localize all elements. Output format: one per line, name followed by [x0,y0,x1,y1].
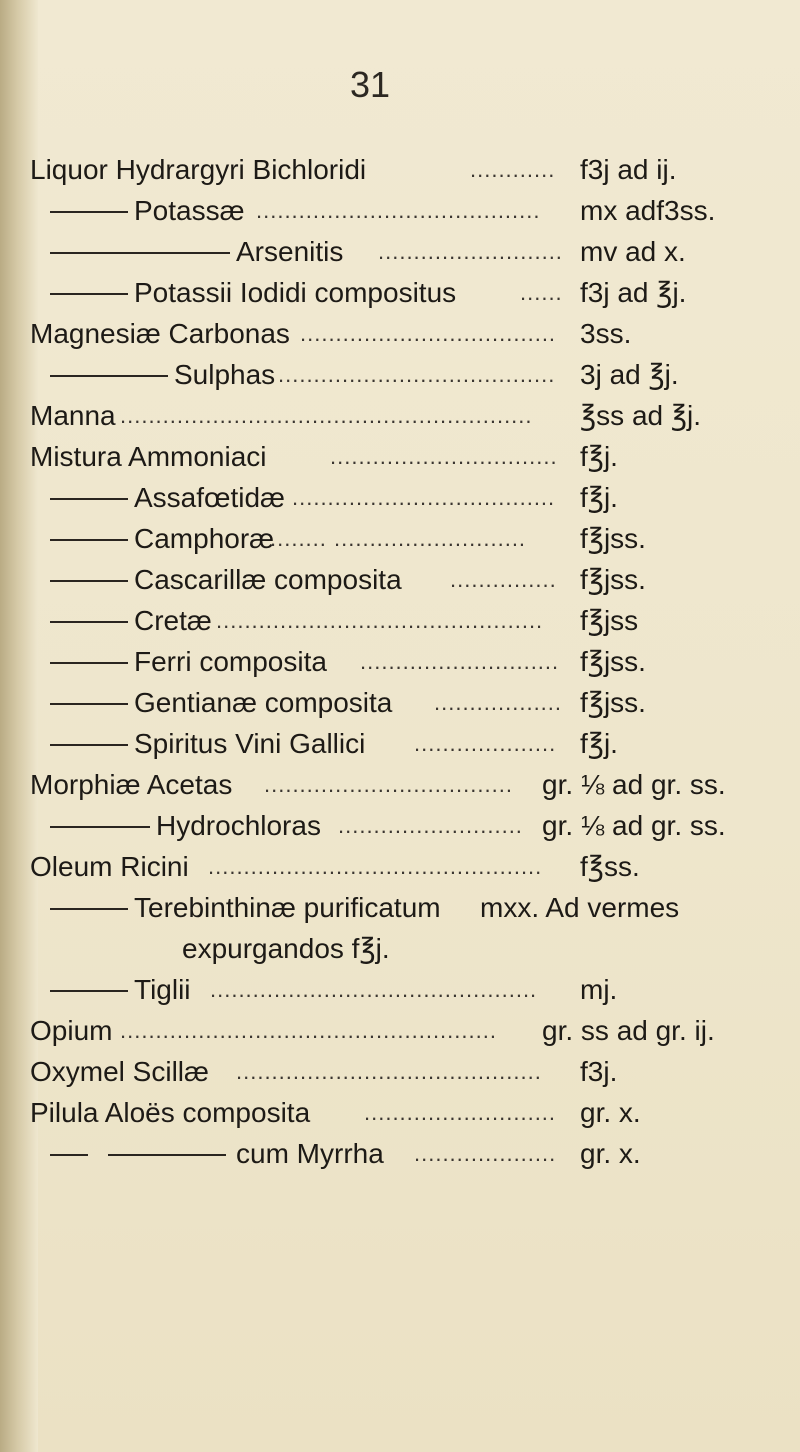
list-item: Potassii Iodidi compositus ...... f3j ad ℥j. [30,273,770,313]
list-item: Liquor Hydrargyri Bichloridi ............ f3j ad ij. [30,154,677,185]
list-item: Opium ..................................................... gr. ss ad gr. ij. [30,1015,715,1046]
list-item: Sulphas ....................................... 3j ad ℥j. [30,355,770,395]
list-item: Potassæ ........................................ mx adf3ss. [30,191,770,231]
list-item: Manna .......................................................... ℥ss ad ℥j. [30,400,702,431]
list-item: Camphoræ ........ ........................... f℥jss. [30,519,770,559]
list-item: Ferri composita ............................ f℥jss. [30,642,770,682]
list-item: Morphiæ Acetas ................................... gr. ⅛ ad gr. ss. [30,769,726,800]
page-number: 31 [349,64,391,105]
list-item: Cretæ .............................................. f℥jss [30,601,770,641]
list-item: cum Myrrha .................... gr. x. [30,1134,770,1174]
list-item: Arsenitis .......................... mv ad x. [30,232,770,272]
list-item: Hydrochloras .......................... gr. ⅛ ad gr. ss. [30,806,770,846]
list-item-continuation: expurgandos f℥j. [182,933,390,964]
list-item: Assafœtidæ ..................................... f℥j. [30,478,770,518]
list-item: Spiritus Vini Gallici .................... f℥j. [30,724,770,764]
list-item: Cascarillæ composita ............... f℥jss. [30,560,770,600]
list-item: Terebinthinæ purificatum mxx. Ad vermes [30,888,770,928]
list-item: Pilula Aloës composita ........................... gr. x. [30,1097,641,1128]
list-item: Oleum Ricini ............................................... f℥ss. [30,851,640,882]
list-item: Gentianæ composita .................. f℥jss. [30,683,770,723]
list-item: Mistura Ammoniaci ................................ f℥j. [30,441,618,472]
list-item: Magnesiæ Carbonas .................................... 3ss. [30,318,632,349]
list-item: Oxymel Scillæ ........................................... f3j. [30,1056,618,1087]
list-item: Tiglii .............................................. mj. [30,970,770,1010]
